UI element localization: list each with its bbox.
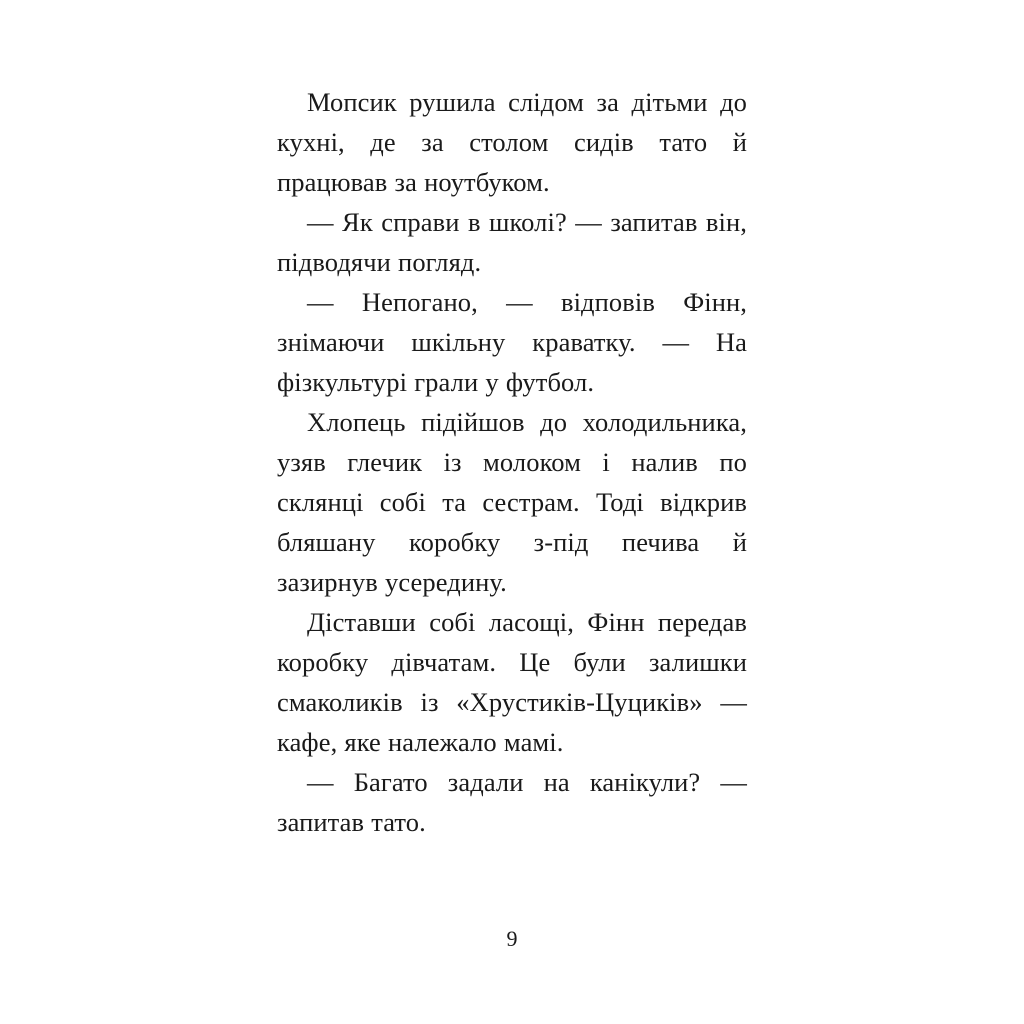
body-text-column	[277, 82, 747, 842]
paragraph: Хлопець підійшов до холодильника, узяв глечик із молоком і налив по склянці собі та сестрам. Тоді відкрив бляшану коробку з-під печива й зазирнув усередину.	[277, 407, 747, 597]
paragraph: — Непогано, — відповів Фінн, знімаючи шкільну краватку. — На фізкультурі грали у футбол.	[277, 287, 747, 397]
page-number: 9	[506, 926, 518, 951]
paragraph: Діставши собі ласощі, Фінн передав коробку дівчатам. Це були залишки смаколиків із «Хрустиків-Цуциків» — кафе, яке належало мамі.	[277, 607, 747, 757]
paragraph: — Багато задали на канікули? — запитав тато.	[277, 767, 747, 837]
paragraph: — Як справи в школі? — запитав він, підводячи погляд.	[277, 207, 747, 277]
paragraph: Мопсик рушила слідом за дітьми до кухні, де за столом сидів тато й працював за ноутбуком.	[277, 87, 747, 197]
